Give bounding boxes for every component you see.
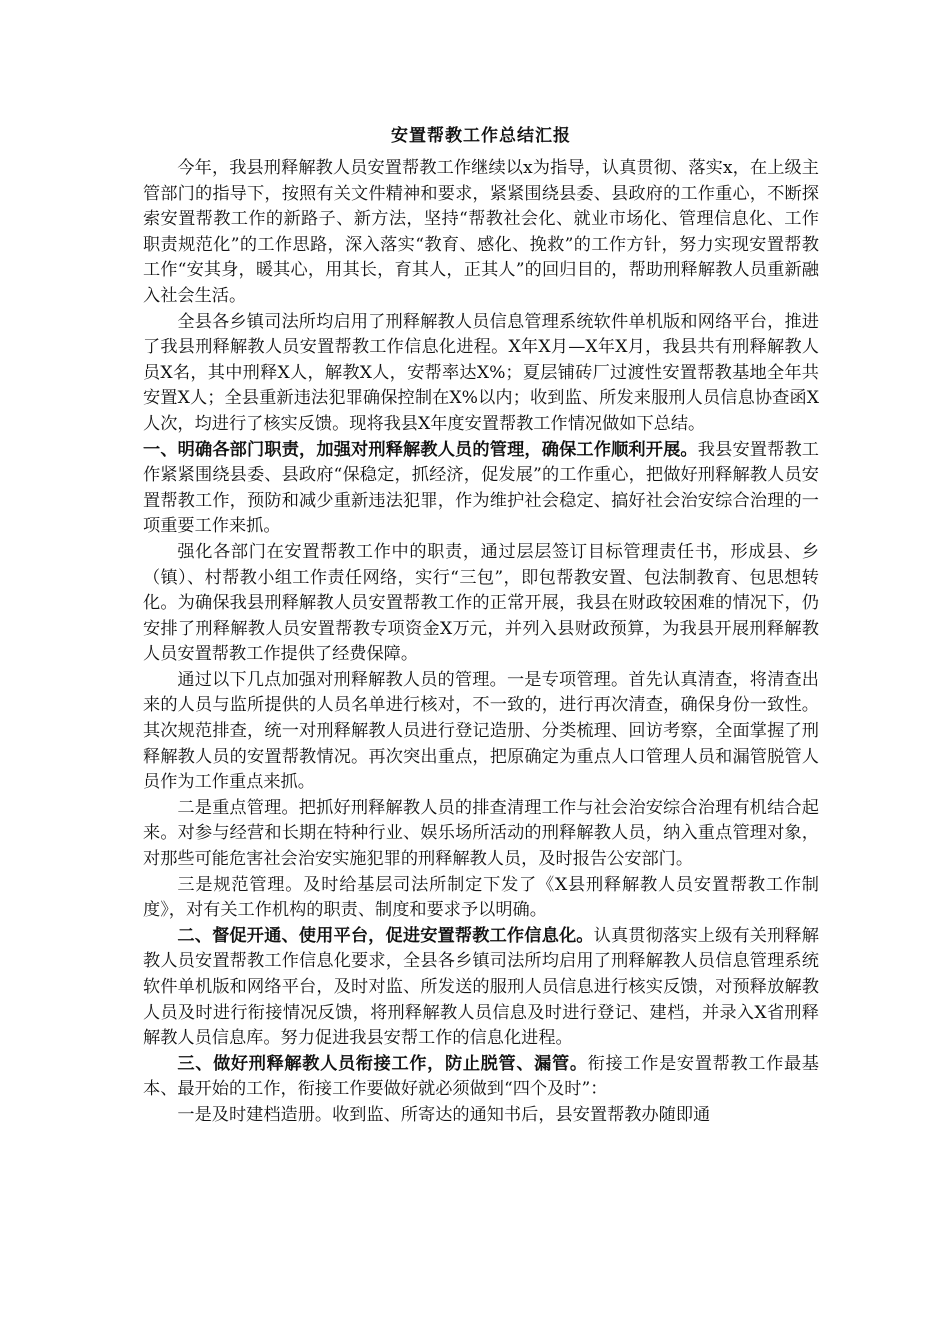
paragraph-overview [143,310,819,438]
paragraph-management [143,668,819,796]
section-heading: 二、督促开通、使用平台，促进安置帮教工作信息化。 [177,925,594,946]
section-heading: 一、明确各部门职责，加强对刑释解教人员的管理，确保工作顺利开展。 [143,439,698,460]
paragraph-text: 三是规范管理。及时给基层司法所制定下发了《X县刑释解教人员安置帮教工作制度》，对有关工作机构的职责、制度和要求予以明确。 [143,874,819,921]
paragraph-section-2 [143,924,819,1052]
paragraph-key-management [143,796,819,873]
paragraph-text: 认真贯彻落实上级有关刑释解教人员安置帮教工作信息化要求，全县各乡镇司法所均启用了刑释解教人员信息管理系统软件单机版和网络平台，及时对监、所发送的服刑人员信息进行核实反馈，对预释放解教人员及时进行衔接情况反馈，将刑释解教人员信息及时进行登记、建档，并录入X省刑释解教人员信息库。努力促进我县安帮工作的信息化进程。 [143,925,819,1049]
paragraph-text: 二是重点管理。把抓好刑释解教人员的排查清理工作与社会治安综合治理有机结合起来。对参与经营和长期在特种行业、娱乐场所活动的刑释解教人员，纳入重点管理对象，对那些可能危害社会治安实施犯罪的刑释解教人员，及时报告公安部门。 [143,797,819,870]
paragraph-section-3 [143,1052,819,1103]
paragraph-section-1 [143,438,819,540]
paragraph-standard-management [143,873,819,924]
section-heading: 三、做好刑释解教人员衔接工作，防止脱管、漏管。 [177,1053,588,1074]
paragraph-text: 强化各部门在安置帮教工作中的职责，通过层层签订目标管理责任书，形成县、乡（镇）、村帮教小组工作责任网络，实行“三包”，即包帮教安置、包法制教育、包思想转化。为确保我县刑释解教人员安置帮教工作的正常开展，我县在财政较困难的情况下，仍安排了刑释解教人员安置帮教专项资金X万元，并列入县财政预算，为我县开展刑释解教人员安置帮教工作提供了经费保障。 [143,541,819,665]
paragraph-text: 衔接工作是安置帮教工作最基本、最开始的工作，衔接工作要做好就必须做到“四个及时”： [143,1053,819,1100]
paragraph-text: 全县各乡镇司法所均启用了刑释解教人员信息管理系统软件单机版和网络平台，推进了我县刑释解教人员安置帮教工作信息化进程。X年X月—X年X月，我县共有刑释解教人员X名，其中刑释X人，解教X人，安帮率达X%；夏层铺砖厂过渡性安置帮教基地全年共安置X人；全县重新违法犯罪确保控制在X%以内；收到监、所发来服刑人员信息协查函X人次，均进行了核实反馈。现将我县X年度安置帮教工作情况做如下总结。 [143,311,819,434]
document-page [143,122,819,1129]
paragraph-text: 通过以下几点加强对刑释解教人员的管理。一是专项管理。首先认真清查，将清查出来的人员与监所提供的人员名单进行核对，不一致的，进行再次清查，确保身份一致性。其次规范排查，统一对刑释解教人员进行登记造册、分类梳理、回访考察，全面掌握了刑释解教人员的安置帮教情况。再次突出重点，把原确定为重点人口管理人员和漏管脱管人员作为工作重点来抓。 [143,669,819,793]
paragraph-intro [143,156,819,310]
paragraph-text: 一是及时建档造册。收到监、所寄达的通知书后，县安置帮教办随即通 [177,1104,711,1125]
paragraph-filing [143,1103,819,1129]
paragraph-text: 我县安置帮教工作紧紧围绕县委、县政府“保稳定，抓经济，促发展”的工作重心，把做好刑释解教人员安置帮教工作，预防和减少重新违法犯罪，作为维护社会稳定、搞好社会治安综合治理的一项重要工作来抓。 [143,439,819,537]
paragraph-responsibilities [143,540,819,668]
paragraph-text: 今年，我县刑释解教人员安置帮教工作继续以x为指导，认真贯彻、落实x，在上级主管部门的指导下，按照有关文件精神和要求，紧紧围绕县委、县政府的工作重心，不断探索安置帮教工作的新路子、新方法，坚持“帮教社会化、就业市场化、管理信息化、工作职责规范化”的工作思路，深入落实“教育、感化、挽救”的工作方针，努力实现安置帮教工作“安其身，暖其心，用其长，育其人，正其人”的回归目的，帮助刑释解教人员重新融入社会生活。 [143,158,819,306]
document-title: 安置帮教工作总结汇报 [391,126,571,146]
